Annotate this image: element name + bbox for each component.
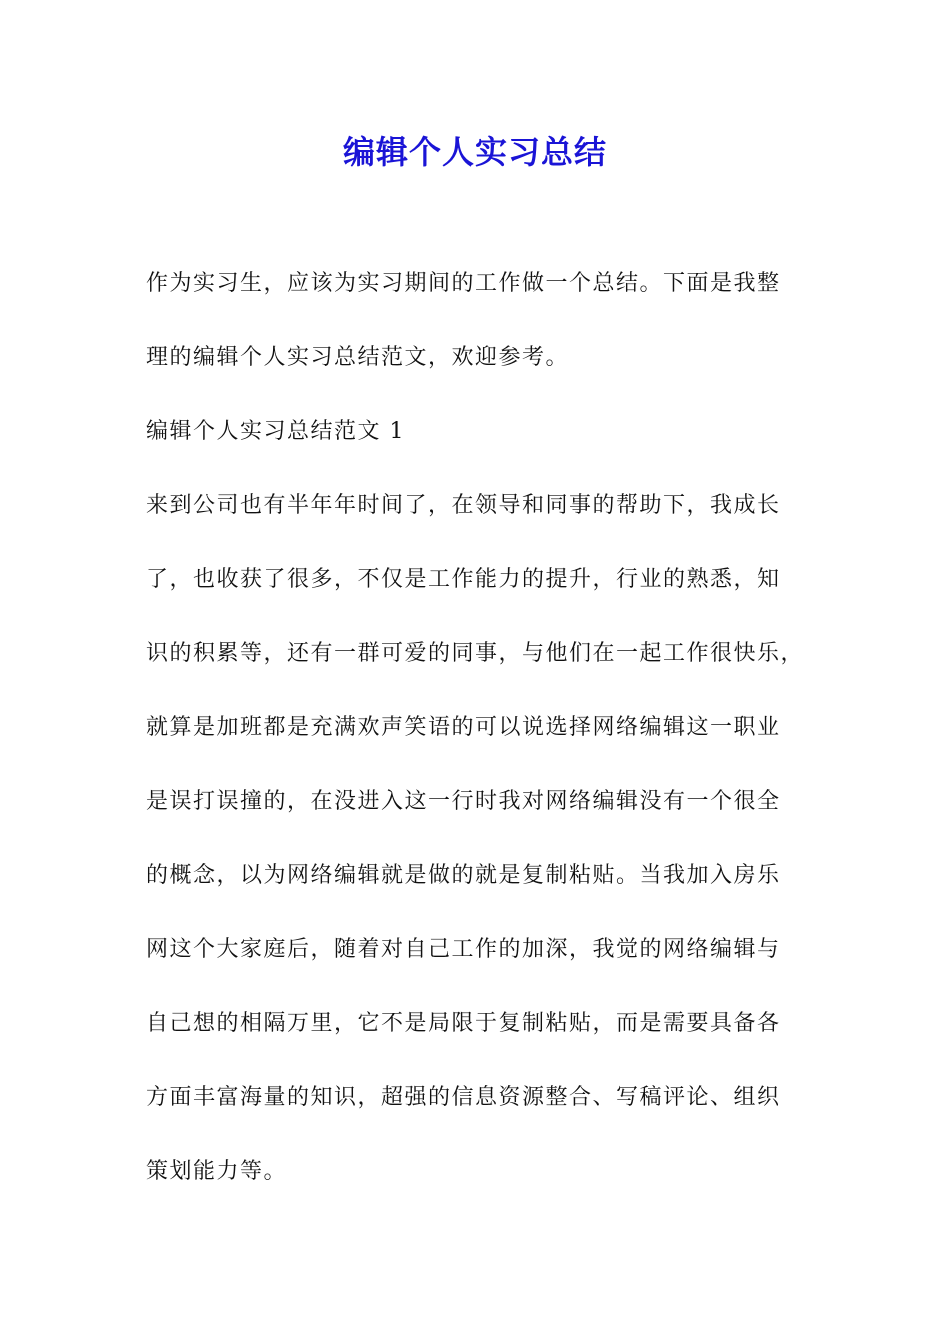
intro-line: 理的编辑个人实习总结范文，欢迎参考。 [146,345,570,370]
body-line: 网这个大家庭后，随着对自己工作的加深，我觉的网络编辑与 [146,937,781,962]
body-line: 了，也收获了很多，不仅是工作能力的提升，行业的熟悉，知 [146,567,781,592]
body-line: 策划能力等。 [146,1159,288,1184]
body-line: 自己想的相隔万里，它不是局限于复制粘贴，而是需要具备各 [146,1011,781,1036]
intro-line: 作为实习生，应该为实习期间的工作做一个总结。下面是我整 [146,271,781,296]
body-line: 方面丰富海量的知识，超强的信息资源整合、写稿评论、组织 [146,1085,781,1110]
body-line: 的概念，以为网络编辑就是做的就是复制粘贴。当我加入房乐 [146,863,781,888]
body-line: 来到公司也有半年年时间了，在领导和同事的帮助下，我成长 [146,493,781,518]
section-heading: 编辑个人实习总结范文 1 [146,419,405,444]
body-line: 是误打误撞的，在没进入这一行时我对网络编辑没有一个很全 [146,789,781,814]
intro-paragraph [146,268,822,1230]
body-line: 识的积累等，还有一群可爱的同事，与他们在一起工作很快乐， [146,641,805,666]
document-title: 编辑个人实习总结 [342,133,607,171]
body-line: 就算是加班都是充满欢声笑语的可以说选择网络编辑这一职业 [146,715,781,740]
